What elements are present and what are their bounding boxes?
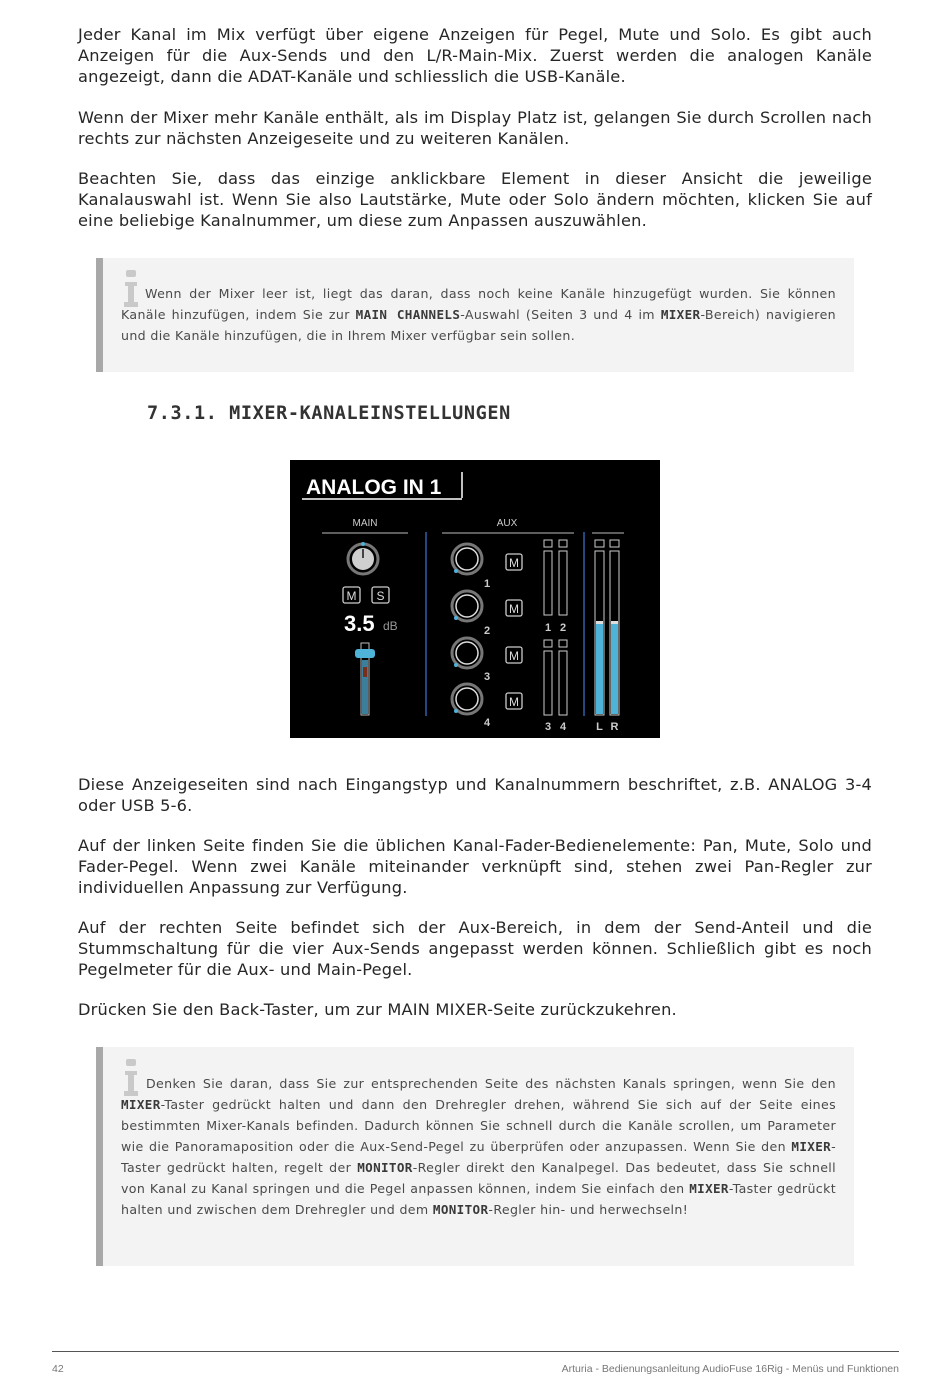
svg-text:S: S: [376, 589, 385, 603]
paragraph-back-button: Drücken Sie den Back-Taster, um zur MAIN MIXER-Seite zurückzukehren.: [78, 1000, 677, 1019]
svg-text:1: 1: [544, 622, 552, 634]
solo-button[interactable]: [372, 587, 389, 603]
aux-send-2[interactable]: [452, 591, 522, 637]
main-section-label: MAIN: [352, 518, 378, 529]
aux-send-3[interactable]: [452, 638, 522, 683]
screen-title: ANALOG IN 1: [306, 476, 442, 499]
svg-text:2: 2: [483, 625, 491, 637]
svg-text:2: 2: [559, 622, 567, 634]
page-number: 42: [52, 1363, 64, 1375]
gain-value: 3.5: [344, 611, 375, 636]
mute-button[interactable]: [343, 587, 360, 603]
svg-text:M: M: [509, 602, 519, 616]
svg-text:3: 3: [483, 671, 491, 683]
device-screen-image: [290, 460, 660, 738]
paragraph-channel-displays: Jeder Kanal im Mix verfügt über eigene Anzeigen für Pegel, Mute und Solo. Es gibt auch Anzeigen für die Aux-Sends und den L/R-Main-Mix. Zuerst werden die analogen Kanäle angezeigt, dann die ADAT-Kanäle und schliesslich die USB-Kanäle.: [78, 25, 872, 86]
paragraph-right-side: Auf der rechten Seite befindet sich der Aux-Bereich, in dem der Send-Anteil und die Stummschaltung für die vier Aux-Sends angepasst werden können. Schließlich gibt es noch Pegelmeter für die Aux- und Main-Pegel.: [78, 918, 872, 979]
svg-text:3: 3: [544, 721, 552, 733]
paragraph-scrolling: Wenn der Mixer mehr Kanäle enthält, als im Display Platz ist, gelangen Sie durch Scrollen nach rechts zur nächsten Anzeigeseite und zu weiteren Kanälen.: [78, 108, 872, 148]
aux-meters-1-2: [544, 540, 567, 634]
aux-meters-3-4: [544, 640, 567, 733]
svg-text:M: M: [509, 649, 519, 663]
channel-fader[interactable]: [355, 643, 375, 715]
svg-text:M: M: [509, 695, 519, 709]
paragraph-page-labels: Diese Anzeigeseiten sind nach Eingangstyp und Kanalnummern beschriftet, z.B. ANALOG 3-4 oder USB 5-6.: [78, 775, 872, 815]
gain-unit: dB: [383, 619, 398, 633]
info-note-empty-mixer: [96, 258, 854, 372]
svg-text:4: 4: [559, 721, 567, 733]
svg-text:L: L: [596, 721, 603, 733]
svg-text:M: M: [346, 589, 357, 603]
svg-text:M: M: [509, 556, 519, 570]
aux-send-4[interactable]: [452, 684, 522, 729]
paragraph-channel-selection: Beachten Sie, dass das einzige anklickbare Element in dieser Ansicht die jeweilige Kanalauswahl ist. Wenn Sie also Lautstärke, Mute oder Solo ändern möchten, klicken Sie auf eine beliebige Kanalnummer, um diese zum Anpassen auszuwählen.: [78, 169, 872, 230]
svg-text:1: 1: [483, 578, 491, 590]
mixer-channel-screen: [290, 460, 660, 738]
svg-text:R: R: [610, 721, 619, 733]
aux-section-label: AUX: [496, 518, 518, 529]
info-note-text: Wenn der Mixer leer ist, liegt das daran, dass noch keine Kanäle hinzugefügt wurden. Sie können Kanäle hinzufügen, indem Sie zur MAIN CHANNELS-Auswahl (Seiten 3 und 4 im MIXER-Bereich) navigieren und die Kanäle hinzufügen, die in Ihrem Mixer verfügbar sein sollen.: [121, 286, 836, 343]
paragraph-left-side: Auf der linken Seite finden Sie die üblichen Kanal-Fader-Bedienelemente: Pan, Mute, Solo und Fader-Pegel. Wenn zwei Kanäle miteinander verknüpft sind, stehen zwei Pan-Regler zur individuellen Anpassung zur Verfügung.: [78, 836, 872, 897]
footer-divider: [52, 1351, 899, 1352]
aux-send-1[interactable]: [452, 544, 522, 590]
main-lr-meters: [595, 540, 619, 733]
footer-title: Arturia - Bedienungsanleitung AudioFuse 16Rig - Menüs und Funktionen: [561, 1363, 899, 1375]
section-heading: 7.3.1. MIXER-KANALEINSTELLUNGEN: [147, 403, 511, 424]
pan-knob[interactable]: [348, 542, 378, 574]
info-note-mixer-tips: [96, 1047, 854, 1266]
svg-text:4: 4: [483, 717, 491, 729]
info-note-text: Denken Sie daran, dass Sie zur entsprechenden Seite des nächsten Kanals springen, wenn Sie den MIXER-Taster gedrückt halten und dann den Drehregler drehen, während Sie sich auf der Seite eines bestimmten Mixer-Kanals befinden. Dadurch können Sie schnell durch die Kanäle scrollen, um Parameter wie die Panoramaposition oder die Aux-Send-Pegel zu überprüfen oder anzupassen. Wenn Sie den MIXER-Taster gedrückt halten, regelt der MONITOR-Regler direkt den Kanalpegel. Das bedeutet, dass Sie schnell von Kanal zu Kanal springen und die Pegel anpassen können, indem Sie einfach den MIXER-Taster gedrückt halten und zwischen dem Drehregler und dem MONITOR-Regler hin- und herwechseln!: [121, 1076, 836, 1217]
